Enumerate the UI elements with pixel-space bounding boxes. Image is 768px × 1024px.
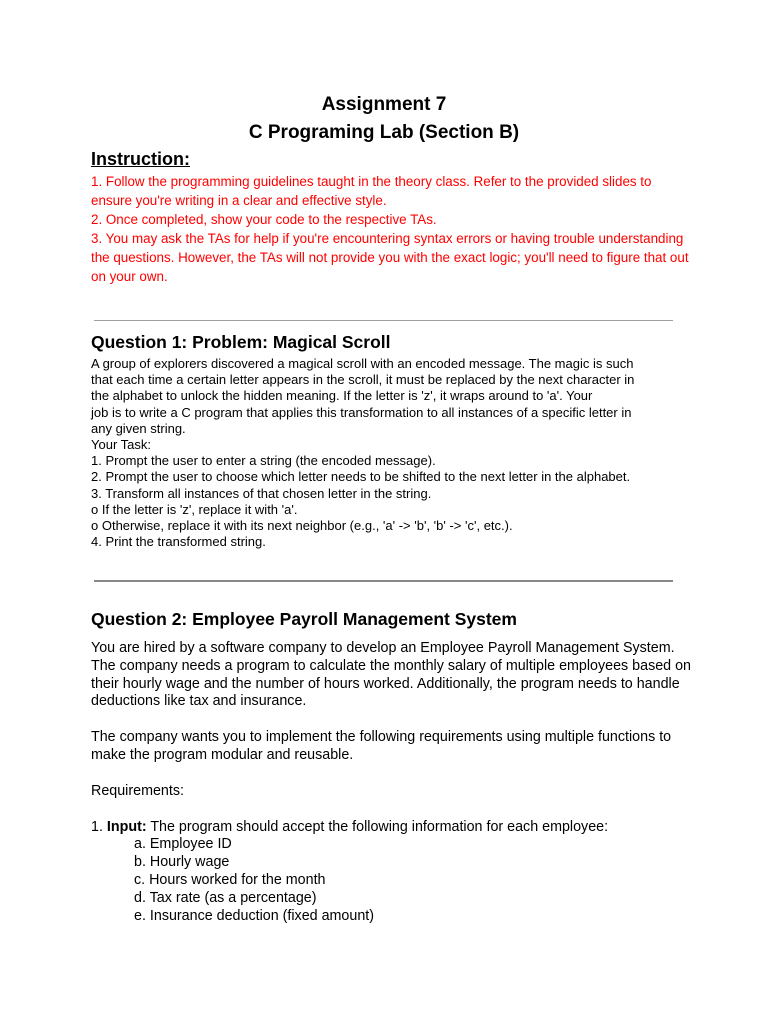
question2-paragraph: You are hired by a software company to develop an Employee Payroll Management System. The company needs a program to calculate the monthly salary of multiple employees based on their hourly wage and the number of hours worked. Additionally, the program needs to handle deductions like tax and insurance. [91, 640, 692, 710]
requirement-subitem: a. Employee ID [134, 836, 232, 853]
requirement-subitem: e. Insurance deduction (fixed amount) [134, 907, 375, 924]
requirement-item [91, 819, 691, 837]
question2-title: Question 2: Employee Payroll Management System [91, 609, 517, 629]
question1-line: 1. Prompt the user to enter a string (the encoded message). [91, 453, 436, 469]
requirement-subitem: b. Hourly wage [134, 854, 230, 871]
instruction-item: 1. Follow the programming guidelines taught in the theory class. Refer to the provided slides to ensure you're writing in a clear and effective style. [91, 174, 652, 208]
question1-line: the alphabet to unlock the hidden meaning. If the letter is 'z', it wraps around to 'a'. Your [91, 388, 593, 404]
question2-body [91, 640, 691, 925]
question2-paragraph: The company wants you to implement the following requirements using multiple functions to make the program modular and reusable. [91, 729, 672, 763]
question1-line: job is to write a C program that applies this transformation to all instances of a specific letter in [91, 404, 632, 420]
question1-line: Your Task: [91, 437, 151, 453]
question1-line: that each time a certain letter appears in the scroll, it must be replaced by the next character in [91, 372, 635, 388]
requirement-number: 1. [91, 818, 107, 835]
question1-line: 2. Prompt the user to choose which letter needs to be shifted to the next letter in the alphabet. [91, 469, 631, 485]
question1-line: 4. Print the transformed string. [91, 534, 266, 550]
course-title: C Programing Lab (Section B) [248, 122, 520, 143]
question1-line: o If the letter is 'z', replace it with 'a'. [91, 501, 298, 517]
instruction-heading: Instruction: [91, 149, 190, 169]
divider [94, 320, 673, 321]
question1-line: 3. Transform all instances of that chosen letter in the string. [91, 485, 432, 501]
assignment-title: Assignment 7 [321, 94, 447, 115]
requirement-subitem: d. Tax rate (as a percentage) [134, 889, 317, 906]
requirement-text: The program should accept the following information for each employee: [146, 818, 609, 835]
instruction-item: 3. You may ask the TAs for help if you're encountering syntax errors or having trouble understanding the questions. However, the TAs will not provide you with the exact logic; you'll need to figure that out on your own. [91, 231, 689, 284]
instruction-item: 2. Once completed, show your code to the respective TAs. [91, 212, 437, 227]
requirement-subitem: c. Hours worked for the month [134, 871, 326, 888]
requirements-label: Requirements: [91, 782, 184, 799]
question1-body [91, 356, 681, 550]
question1-line: A group of explorers discovered a magical scroll with an encoded message. The magic is such [91, 356, 634, 371]
requirement-label: Input: [106, 818, 147, 835]
question1-title: Question 1: Problem: Magical Scroll [91, 332, 391, 352]
divider [94, 580, 673, 582]
question1-line: o Otherwise, replace it with its next neighbor (e.g., 'a' -> 'b', 'b' -> 'c', etc.). [91, 518, 513, 534]
instruction-list [91, 172, 691, 286]
question1-line: any given string. [91, 420, 186, 436]
